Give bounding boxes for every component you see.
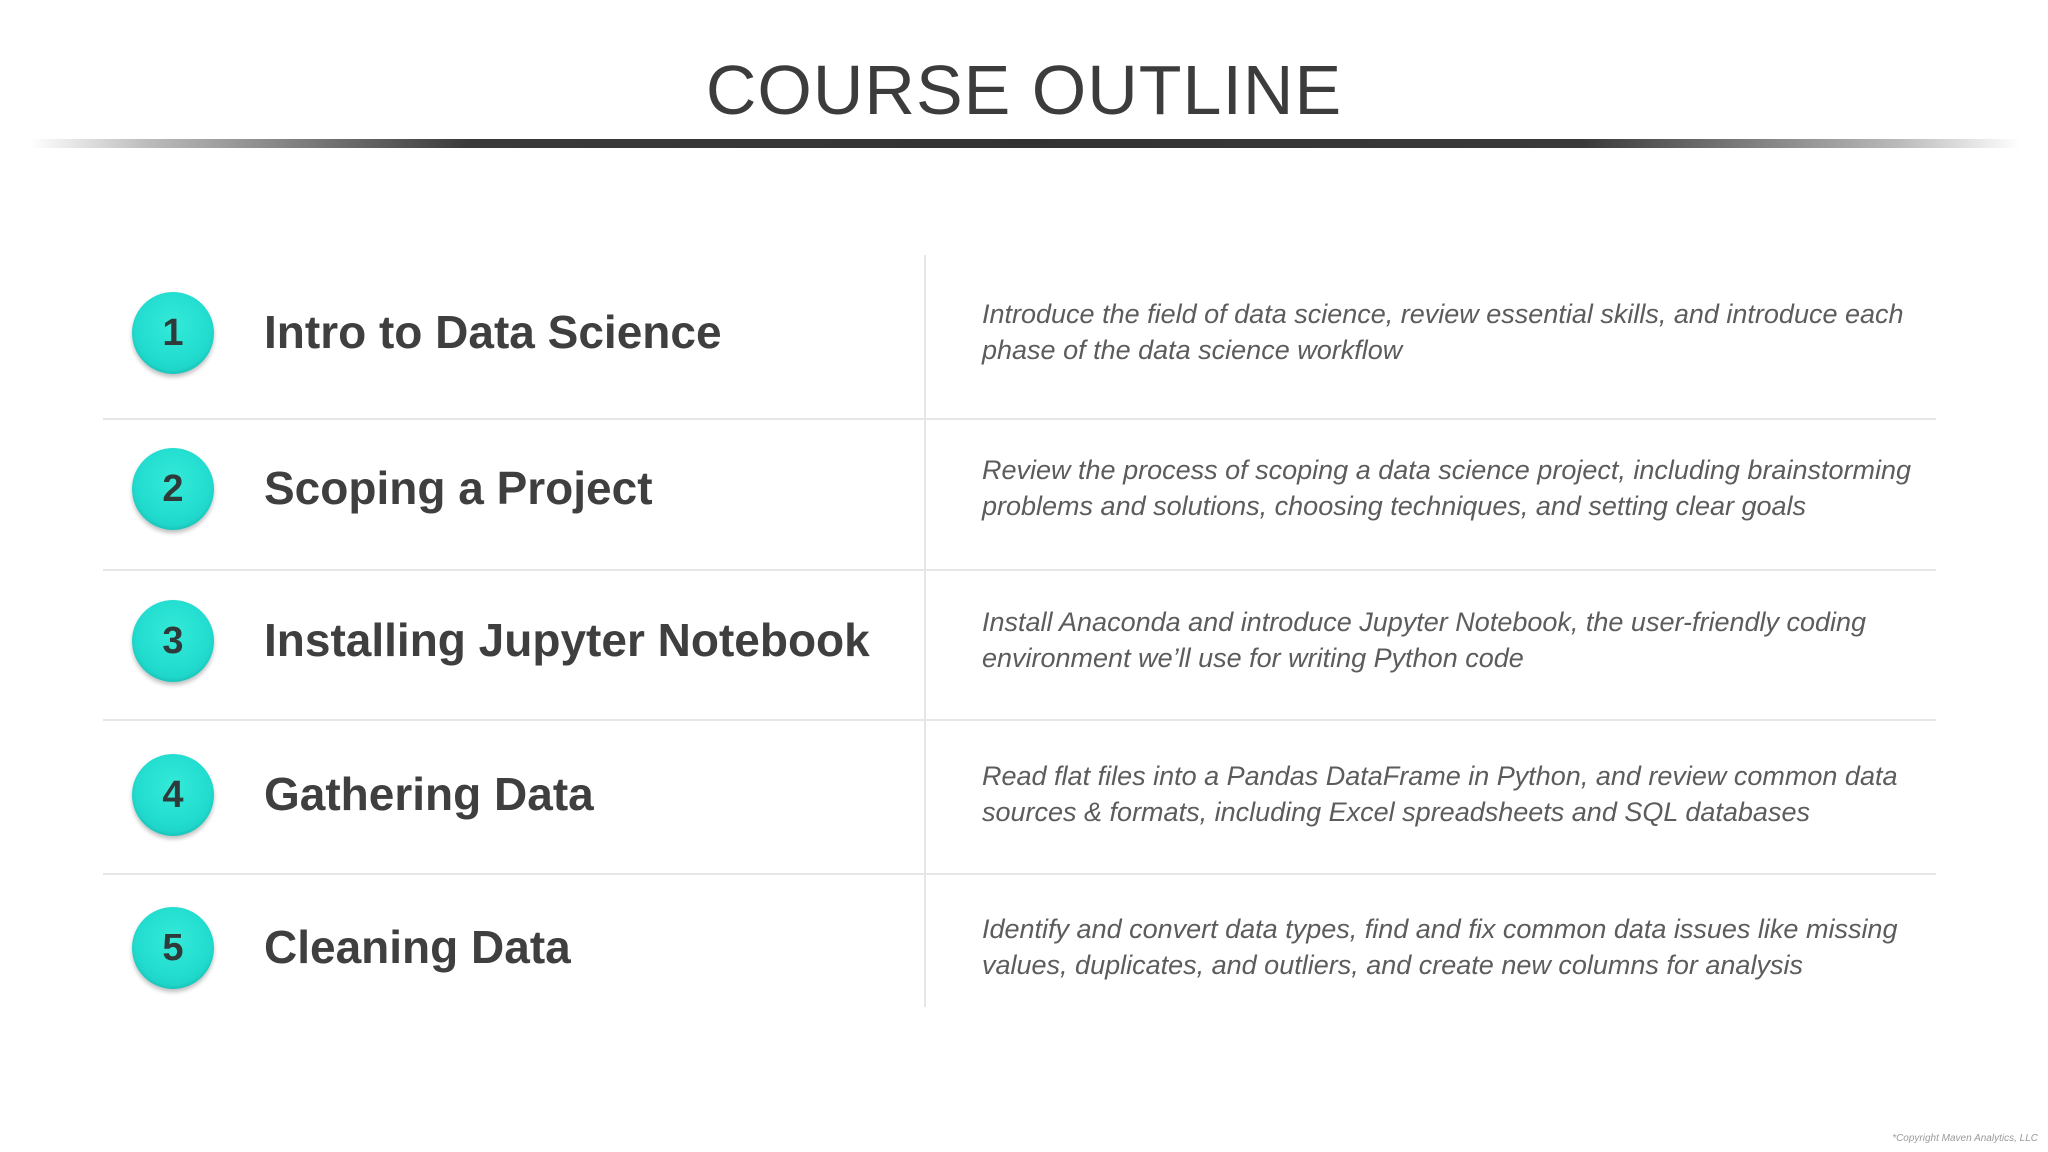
module-description: Read flat files into a Pandas DataFrame in Python, and review common data sources & formats, including Excel spreadsheets and SQL databases [982, 761, 1898, 827]
module-title: Gathering Data [264, 768, 594, 820]
module-row-4 [103, 718, 1936, 870]
module-number: 5 [162, 926, 184, 969]
module-number-badge [132, 292, 214, 374]
module-description: Introduce the field of data science, review essential skills, and introduce each phase of the data science workflow [982, 299, 1904, 365]
module-row-5 [103, 871, 1936, 1023]
module-row-2 [103, 412, 1936, 564]
title-underline [30, 139, 2020, 148]
module-number-badge [132, 907, 214, 989]
module-number-badge [132, 600, 214, 682]
module-number-badge [132, 448, 214, 530]
module-number: 4 [162, 773, 184, 816]
module-number: 3 [162, 619, 184, 662]
module-title: Cleaning Data [264, 921, 571, 973]
module-title: Intro to Data Science [264, 306, 722, 358]
module-description: Review the process of scoping a data science project, including brainstorming problems and solutions, choosing techniques, and setting clear goals [982, 455, 1911, 521]
module-row-1 [103, 256, 1936, 408]
module-title: Scoping a Project [264, 462, 653, 514]
module-description: Identify and convert data types, find and fix common data issues like missing values, duplicates, and outliers, and create new columns for analysis [982, 914, 1898, 980]
module-number: 2 [162, 467, 184, 510]
module-title: Installing Jupyter Notebook [264, 614, 870, 666]
copyright-notice: *Copyright Maven Analytics, LLC [1892, 1133, 2038, 1144]
module-row-3 [103, 564, 1936, 716]
module-number-badge [132, 754, 214, 836]
module-description: Install Anaconda and introduce Jupyter Notebook, the user-friendly coding environment we’ll use for writing Python code [982, 607, 1867, 673]
page-title: COURSE OUTLINE [705, 51, 1343, 129]
module-number: 1 [162, 311, 184, 354]
